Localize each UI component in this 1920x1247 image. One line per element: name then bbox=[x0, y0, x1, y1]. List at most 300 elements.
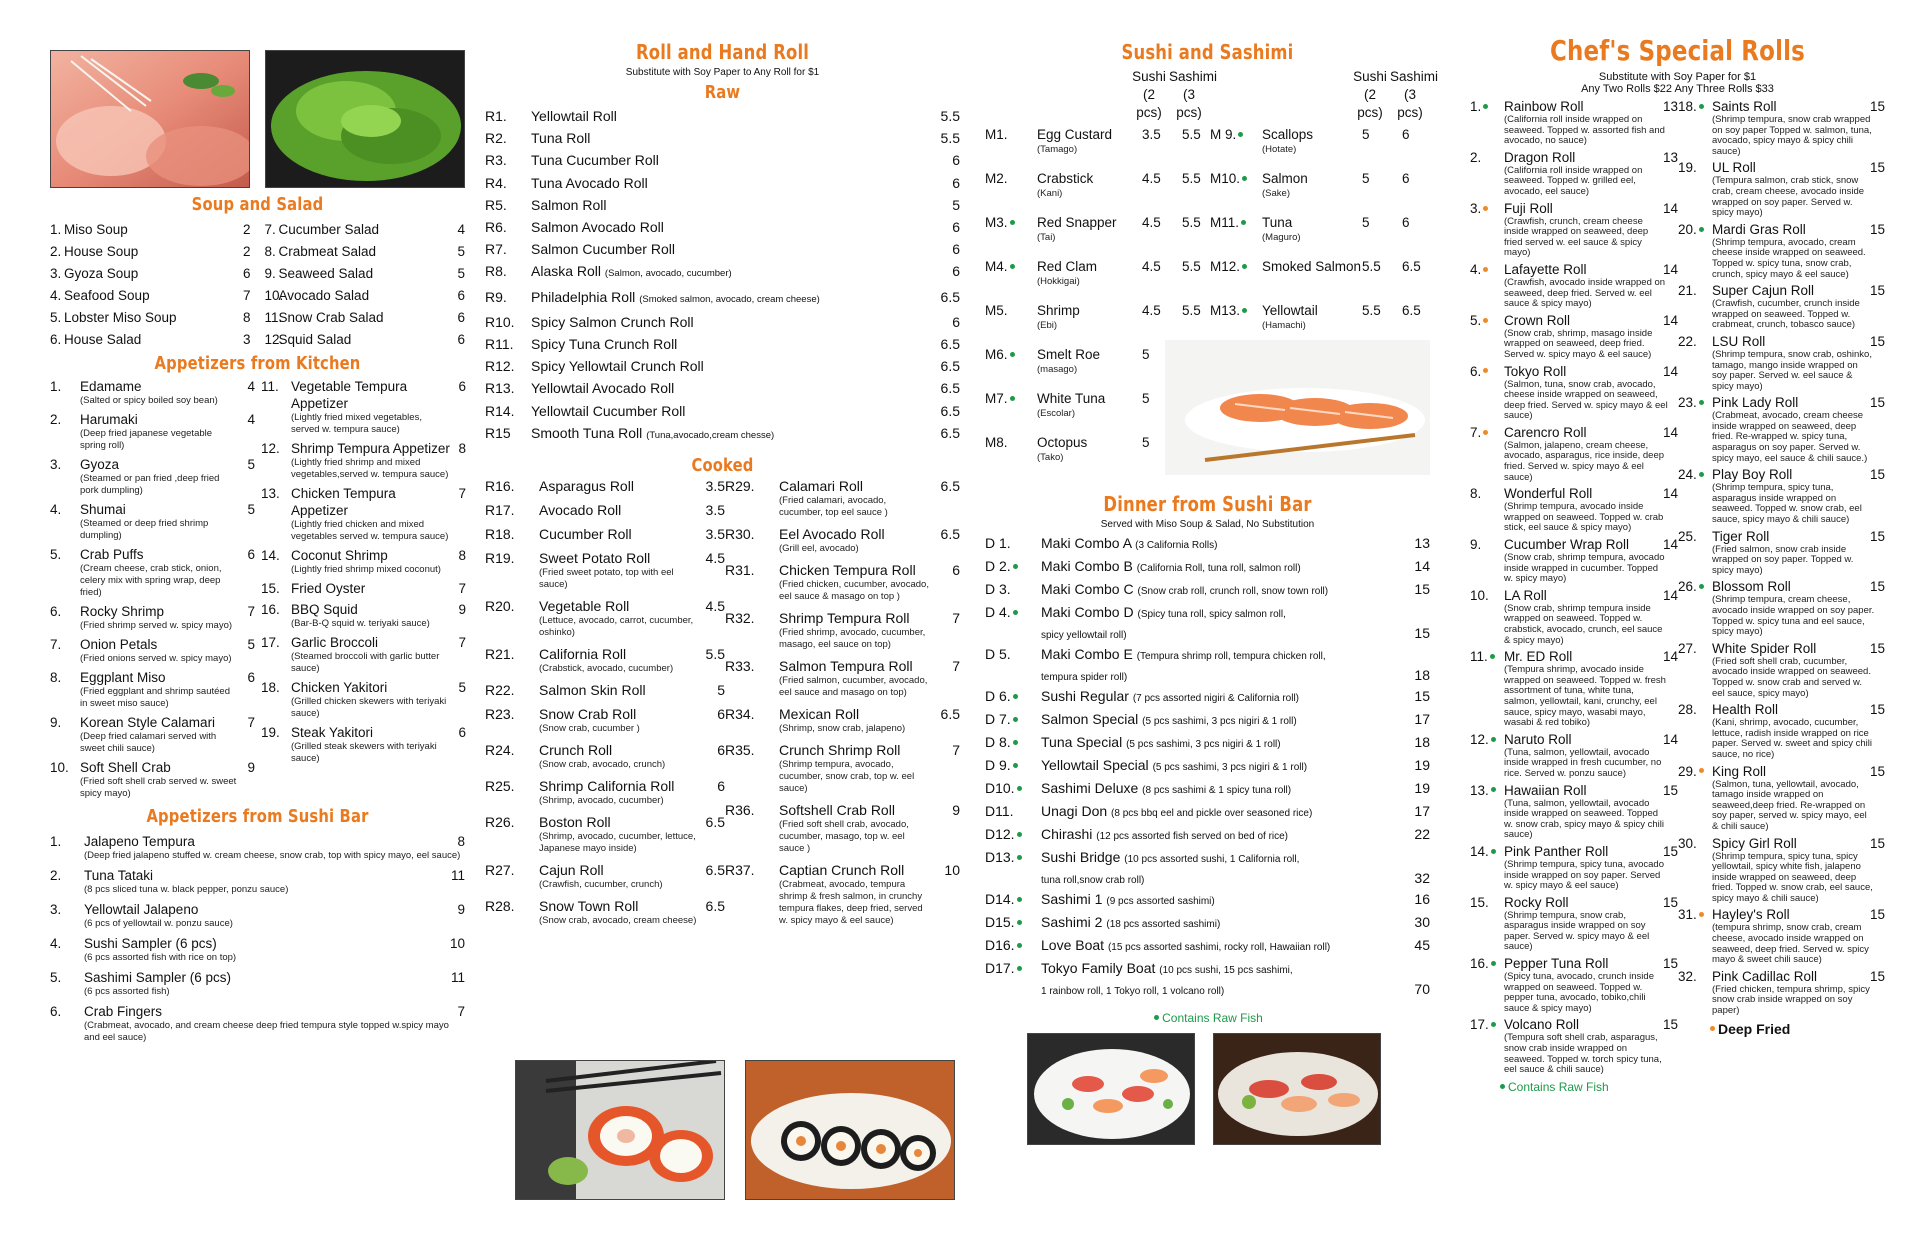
item-description: (Snow crab, shrimp, masago inside wrapped on seaweed, deep fried. Served w. spicy mayo & eel sauce) bbox=[1504, 327, 1653, 360]
item-number-text: M12. bbox=[1210, 259, 1241, 274]
item-number-text: 10. bbox=[1470, 587, 1489, 603]
item-number-text: M10. bbox=[1210, 171, 1241, 186]
item-number-text: 20. bbox=[1678, 221, 1697, 237]
item-name-text: Sushi Regular bbox=[1041, 688, 1129, 704]
item-number-text: D 3. bbox=[985, 581, 1011, 597]
menu-item bbox=[261, 378, 466, 436]
item-price: 15 bbox=[1869, 283, 1885, 299]
sashimi-photo bbox=[50, 50, 250, 188]
item-price: 11 bbox=[450, 868, 465, 883]
item-number: R29. bbox=[725, 478, 755, 495]
item-row bbox=[1210, 302, 1430, 320]
item-price: 9 bbox=[952, 802, 960, 819]
item-description: (Salmon, jalapeno, cream cheese, avocado, asparagus, rice inside, deep fried. Served w. spicy mayo & eel sauce) bbox=[1504, 439, 1665, 483]
item-price: 2 bbox=[242, 222, 251, 237]
item-japanese-name: (Kani) bbox=[1037, 188, 1063, 199]
item-row bbox=[1678, 395, 1885, 411]
item-name: Harumaki bbox=[80, 412, 138, 427]
menu-item bbox=[50, 759, 255, 800]
item-number bbox=[1470, 150, 1504, 166]
menu-item bbox=[50, 501, 255, 542]
soup-salad-heading: Soup and Salad bbox=[191, 194, 324, 215]
raw-dot-icon bbox=[1017, 786, 1022, 791]
menu-item bbox=[50, 329, 251, 351]
item-number: 4. bbox=[50, 288, 62, 303]
item-price: 3.5 bbox=[705, 502, 725, 519]
dinner-item bbox=[985, 825, 1430, 846]
chef-roll-item bbox=[1470, 732, 1678, 780]
item-name: Rainbow Roll bbox=[1504, 99, 1584, 114]
raw-roll-item bbox=[485, 400, 960, 422]
item-description: (Shrimp tempura, spicy tuna, asparagus inside wrapped on seaweed. Topped w. snow crab, eel sauce, spicy mayo & chili sauce) bbox=[1712, 482, 1862, 526]
item-price: 7 bbox=[458, 635, 466, 650]
item-row bbox=[725, 610, 960, 627]
item-name: Miso Soup bbox=[64, 222, 128, 237]
item-name: Chicken Yakitori bbox=[291, 680, 388, 695]
item-row bbox=[1210, 126, 1430, 144]
item-row bbox=[1470, 486, 1678, 502]
item-row bbox=[985, 645, 1430, 666]
sashimi-price: 6 bbox=[1402, 127, 1410, 142]
item-number bbox=[985, 913, 1041, 932]
item-number bbox=[985, 258, 1037, 276]
item-name-text: Spicy Tuna Crunch Roll bbox=[531, 336, 678, 353]
item-price: 5.5 bbox=[705, 646, 725, 663]
item-number bbox=[1210, 126, 1262, 144]
raw-dot-icon bbox=[1013, 610, 1018, 615]
item-row bbox=[985, 802, 1430, 823]
sashimi-price: 6 bbox=[1402, 215, 1410, 230]
item-name: Mardi Gras Roll bbox=[1712, 221, 1806, 237]
item-number-text: D 2. bbox=[985, 558, 1011, 574]
item-price: 13 bbox=[1662, 99, 1678, 114]
item-number bbox=[1678, 579, 1712, 595]
item-row-2 bbox=[985, 980, 1430, 999]
item-description: (Spicy tuna, avocado, crunch inside wrapped on seaweed. Topped w. pepper tuna, avocado, tobiko,chili sauce & spicy mayo) bbox=[1504, 971, 1654, 1014]
item-number-text: 2. bbox=[1470, 149, 1482, 165]
item-row bbox=[985, 825, 1430, 846]
menu-item bbox=[265, 307, 466, 329]
chef-roll-item bbox=[1678, 969, 1885, 1017]
item-price: 6 bbox=[952, 313, 960, 330]
item-name: Crabstick bbox=[1037, 171, 1094, 186]
item-contents: (8 pcs bbq eel and pickle over seasoned rice) bbox=[1111, 808, 1313, 819]
item-price: 6 bbox=[458, 725, 466, 740]
item-number-text: M3. bbox=[985, 215, 1008, 230]
raw-dot-icon bbox=[1699, 472, 1704, 477]
item-name: Snow Crab Roll bbox=[539, 706, 637, 723]
apps-sushi-heading: Appetizers from Sushi Bar bbox=[146, 806, 369, 827]
item-row bbox=[985, 687, 1430, 708]
item-price: 6 bbox=[952, 241, 960, 258]
menu-item bbox=[265, 263, 466, 285]
item-description: (Grill eel, avocado) bbox=[779, 543, 859, 555]
item-price: 8 bbox=[457, 834, 465, 849]
item-number bbox=[1210, 258, 1262, 276]
item-name: Smelt Roe bbox=[1037, 347, 1101, 362]
item-row bbox=[725, 802, 960, 819]
menu-item bbox=[265, 241, 466, 263]
item-price: 15 bbox=[1662, 894, 1678, 910]
item-name: Salmon bbox=[1262, 171, 1308, 186]
chef-roll-list bbox=[1470, 99, 1885, 1094]
item-name: Steak Yakitori bbox=[291, 725, 374, 740]
item-name-text: Yellowtail Avocado Roll bbox=[531, 380, 675, 397]
item-row bbox=[725, 742, 960, 759]
item-number: 10. bbox=[264, 288, 284, 303]
menu-item bbox=[725, 658, 960, 699]
item-price: 6 bbox=[952, 562, 960, 579]
item-number-text: 7. bbox=[1470, 424, 1482, 440]
item-price: 15 bbox=[1414, 688, 1430, 704]
item-price: 6 bbox=[457, 332, 465, 347]
item-price: 3.5 bbox=[705, 526, 725, 543]
item-name-text: Salmon Avocado Roll bbox=[531, 219, 664, 236]
item-number-text: 24. bbox=[1678, 467, 1697, 483]
item-description: (Lettuce, avocado, carrot, cucumber, oshinko) bbox=[539, 615, 694, 639]
item-contents-2: 1 rainbow roll, 1 Tokyo roll, 1 volcano roll) bbox=[1041, 986, 1225, 997]
chef-special-heading: Chef's Special Rolls bbox=[1550, 34, 1805, 67]
chef-right-items bbox=[1678, 99, 1885, 1017]
item-row bbox=[725, 862, 960, 879]
item-number: 4. bbox=[50, 936, 62, 951]
item-number bbox=[1678, 334, 1712, 350]
item-description: (Shrimp tempura, avocado inside wrapped on seaweed. Topped w. crab stick, eel sauce & spicy mayo) bbox=[1504, 501, 1664, 534]
item-price: 18 bbox=[1414, 734, 1430, 750]
menu-item bbox=[485, 814, 725, 855]
item-row bbox=[1470, 425, 1678, 441]
item-number-text: M 9. bbox=[1210, 127, 1237, 142]
menu-item bbox=[261, 580, 466, 597]
chef-roll-item bbox=[1678, 222, 1885, 280]
item-name: Yellowtail Jalapeno bbox=[84, 902, 199, 917]
item-row bbox=[985, 302, 1210, 320]
item-row bbox=[1470, 895, 1678, 911]
item-contents: (10 pcs assorted sushi, 1 California roll, bbox=[1124, 854, 1300, 865]
item-number bbox=[985, 580, 1041, 599]
menu-item bbox=[50, 241, 251, 263]
item-name-text: Unagi Don bbox=[1041, 803, 1108, 819]
sushi-price: 5 bbox=[1142, 347, 1150, 362]
item-name-text: Yellowtail Roll bbox=[531, 108, 617, 124]
chef-roll-item bbox=[1470, 486, 1678, 534]
fried-dot-icon bbox=[1483, 430, 1488, 435]
raw-roll-item bbox=[485, 127, 960, 149]
sushi-sashimi-heading: Sushi and Sashimi bbox=[1121, 40, 1294, 64]
item-number: 12. bbox=[264, 332, 284, 347]
menu-item bbox=[50, 1003, 465, 1044]
item-number: R10. bbox=[485, 313, 515, 330]
item-row bbox=[1678, 467, 1885, 483]
raw-roll-item bbox=[485, 333, 960, 355]
item-name-text: Tuna Cucumber Roll bbox=[531, 152, 659, 169]
item-row bbox=[1470, 99, 1678, 115]
item-price: 14 bbox=[1662, 424, 1678, 440]
item-number-text: M11. bbox=[1210, 215, 1240, 230]
item-name: Seafood Soup bbox=[64, 288, 150, 303]
item-row bbox=[985, 913, 1430, 934]
item-row bbox=[1678, 641, 1885, 657]
chef-roll-item bbox=[1470, 783, 1678, 841]
chef-roll-item bbox=[1678, 836, 1885, 905]
item-description: (Shrimp tempura, spicy tuna, avocado inside wrapped on soy paper. Served w. spicy mayo & eel sauce) bbox=[1504, 858, 1664, 892]
item-row bbox=[485, 502, 725, 519]
dinner-item bbox=[985, 848, 1430, 888]
item-number: R12. bbox=[485, 358, 515, 375]
item-number-text: D11. bbox=[985, 803, 1014, 819]
sushi-price: 4.5 bbox=[1142, 303, 1161, 318]
item-price: 6 bbox=[952, 152, 960, 169]
item-number bbox=[1470, 99, 1504, 115]
item-row bbox=[1678, 836, 1885, 852]
chef-roll-item bbox=[1678, 334, 1885, 392]
item-price: 6.5 bbox=[705, 862, 725, 879]
sushi-item bbox=[1210, 258, 1430, 302]
item-number: 18. bbox=[261, 680, 280, 695]
item-row bbox=[985, 710, 1430, 731]
item-number bbox=[985, 733, 1041, 752]
item-name: Smoked Salmon bbox=[1262, 259, 1362, 274]
item-number bbox=[1470, 588, 1504, 604]
menu-item bbox=[725, 742, 960, 795]
item-row bbox=[985, 580, 1430, 601]
item-row bbox=[1470, 150, 1678, 166]
item-price: 14 bbox=[1662, 731, 1678, 747]
item-row bbox=[50, 759, 255, 776]
sushi-item bbox=[1210, 214, 1430, 258]
item-price: 14 bbox=[1662, 649, 1678, 665]
item-description: (Shrimp tempura, spicy tuna, spicy yellowtail, spicy white fish, jalapeno inside wrapped on seaweed, deep fried. Topped w. snow crab, eel sauce, spicy mayo & chili sauce) bbox=[1712, 850, 1873, 904]
item-name: Dragon Roll bbox=[1504, 149, 1576, 165]
item-ingredients: (Tuna,avocado,cream chesse) bbox=[646, 429, 775, 441]
chef-roll-item bbox=[1678, 579, 1885, 637]
item-price: 22 bbox=[1414, 826, 1430, 842]
item-row bbox=[261, 679, 466, 696]
item-number bbox=[985, 603, 1041, 622]
item-row-2 bbox=[985, 869, 1430, 888]
sushi-item bbox=[985, 126, 1210, 170]
item-contents: (9 pcs assorted sashimi) bbox=[1106, 896, 1215, 907]
item-number-text: 3. bbox=[1470, 200, 1482, 216]
item-description: (Fried sweet potato, top with eel sauce) bbox=[539, 567, 674, 591]
item-name bbox=[1041, 687, 1400, 708]
item-name: Blossom Roll bbox=[1712, 579, 1791, 595]
item-name: Egg Custard bbox=[1037, 127, 1113, 142]
menu-item bbox=[485, 862, 725, 891]
menu-item bbox=[485, 502, 725, 519]
raw-dot-icon bbox=[1013, 717, 1018, 722]
item-number bbox=[1678, 160, 1712, 176]
fried-dot-icon bbox=[1710, 1026, 1715, 1031]
item-row bbox=[1678, 283, 1885, 299]
item-number: 7. bbox=[50, 637, 62, 652]
item-number-text: M13. bbox=[1210, 303, 1241, 318]
menu-item bbox=[261, 547, 466, 576]
item-number-text: 8. bbox=[1470, 486, 1482, 502]
ss-right-header: Sushi (2 pcs) Sashimi (3 pcs) bbox=[1353, 69, 1439, 120]
item-row bbox=[1470, 732, 1678, 748]
item-price: 15 bbox=[1869, 467, 1885, 483]
item-name: Naruto Roll bbox=[1504, 731, 1572, 747]
menu-item bbox=[485, 598, 725, 639]
sushi-price: 5 bbox=[1362, 215, 1370, 230]
item-number: R9. bbox=[485, 288, 507, 305]
item-name: Hayley's Roll bbox=[1712, 907, 1790, 923]
sushi-price: 5 bbox=[1142, 435, 1150, 450]
item-price: 6.5 bbox=[940, 336, 960, 353]
item-number bbox=[1470, 364, 1504, 380]
raw-dot-icon bbox=[1017, 855, 1022, 860]
item-contents: (Tempura shrimp roll, tempura chicken roll, bbox=[1136, 651, 1326, 662]
chef-roll-item bbox=[1470, 649, 1678, 729]
item-name: Rocky Roll bbox=[1504, 894, 1569, 910]
item-number-text: 11. bbox=[1470, 649, 1488, 665]
item-number: R11. bbox=[485, 336, 514, 353]
item-name: Fried Oyster bbox=[291, 581, 366, 596]
item-number-text: D 5. bbox=[985, 646, 1011, 662]
item-row bbox=[985, 848, 1430, 869]
item-number: R19. bbox=[485, 550, 515, 567]
item-row bbox=[50, 546, 255, 563]
apps-sushi-list bbox=[50, 833, 465, 1044]
item-number: R8. bbox=[485, 263, 507, 280]
raw-dot-icon bbox=[1241, 220, 1246, 225]
chef-roll-item bbox=[1470, 956, 1678, 1014]
item-number: 8. bbox=[264, 244, 276, 259]
item-name bbox=[1041, 645, 1430, 666]
item-name: Lafayette Roll bbox=[1504, 261, 1587, 277]
menu-item bbox=[265, 285, 466, 307]
menu-item bbox=[50, 901, 465, 930]
item-number: R32. bbox=[725, 610, 755, 627]
item-name: Avocado Salad bbox=[278, 288, 370, 303]
item-price: 18 bbox=[1414, 667, 1430, 683]
fried-dot-icon bbox=[1483, 267, 1488, 272]
item-price: 14 bbox=[1662, 363, 1678, 379]
item-description: (Crawfish, cucumber, crunch) bbox=[539, 879, 663, 891]
item-number bbox=[985, 936, 1041, 955]
item-name: Gyoza bbox=[80, 457, 120, 472]
sashimi-price: 5.5 bbox=[1182, 171, 1201, 186]
item-name-text: Salmon Cucumber Roll bbox=[531, 241, 675, 258]
fried-dot-icon bbox=[1699, 912, 1704, 917]
item-price: 15 bbox=[1869, 395, 1885, 411]
item-name: Tokyo Roll bbox=[1504, 363, 1567, 379]
item-price: 6.5 bbox=[940, 402, 960, 419]
item-row bbox=[261, 378, 466, 412]
raw-dot-icon bbox=[1013, 694, 1018, 699]
sashimi-price: 6.5 bbox=[1402, 259, 1421, 274]
item-row bbox=[50, 378, 255, 395]
item-number-text: 14. bbox=[1470, 843, 1489, 859]
item-name-text: Spicy Yellowtail Crunch Roll bbox=[531, 358, 704, 375]
item-number-text: 17. bbox=[1470, 1017, 1489, 1033]
item-contents: (5 pcs sashimi, 3 pcs nigiri & 1 roll) bbox=[1126, 739, 1281, 750]
dinner-item bbox=[985, 913, 1430, 934]
item-price: 6.5 bbox=[940, 358, 960, 375]
maki-plate-photo bbox=[745, 1060, 955, 1200]
item-price: 8 bbox=[242, 310, 251, 325]
menu-item bbox=[50, 935, 465, 964]
item-name bbox=[531, 422, 930, 447]
soup-salad-list bbox=[50, 219, 465, 351]
item-number bbox=[985, 170, 1037, 188]
sushi-roll-photo bbox=[515, 1060, 725, 1200]
item-description: (Fried soft shell crab, avocado, cucumber, masago, top w. eel sauce ) bbox=[779, 819, 909, 855]
item-name: House Soup bbox=[64, 244, 139, 259]
item-contents: (3 California Rolls) bbox=[1135, 540, 1218, 551]
item-name bbox=[1041, 710, 1400, 731]
item-number bbox=[1210, 302, 1262, 320]
item-number bbox=[1210, 214, 1262, 232]
item-row bbox=[1470, 313, 1678, 329]
item-name: Tiger Roll bbox=[1712, 528, 1770, 544]
apps-kitchen-list bbox=[50, 378, 465, 804]
menu-item bbox=[261, 485, 466, 543]
item-row bbox=[50, 969, 465, 986]
dinner-item bbox=[985, 603, 1430, 643]
item-price: 5 bbox=[717, 682, 725, 699]
item-price: 7 bbox=[247, 604, 255, 619]
chef-roll-item bbox=[1470, 425, 1678, 483]
item-row bbox=[50, 411, 255, 428]
item-name: Eggplant Miso bbox=[80, 670, 166, 685]
item-contents: (8 pcs sashimi & 1 spicy tuna roll) bbox=[1142, 785, 1292, 796]
chef-roll-item bbox=[1678, 702, 1885, 760]
item-description: (Tuna, salmon, yellowtail, avocado inside wrapped in fresh cucumber, no rice. Served w. ponzu sauce) bbox=[1504, 746, 1662, 779]
dinner-item bbox=[985, 710, 1430, 731]
column-2 bbox=[485, 40, 960, 934]
item-price: 14 bbox=[1662, 587, 1678, 603]
item-description: (Salted or spicy boiled soy bean) bbox=[80, 395, 218, 406]
item-number-text: 12. bbox=[1470, 731, 1489, 747]
item-name bbox=[531, 377, 930, 399]
item-price: 5 bbox=[457, 244, 465, 259]
sashimi-price: 6.5 bbox=[1402, 303, 1421, 318]
item-row bbox=[1678, 907, 1885, 923]
item-row bbox=[485, 862, 725, 879]
item-number bbox=[1678, 467, 1712, 483]
item-name-text: Yellowtail Cucumber Roll bbox=[531, 402, 686, 419]
chef-roll-item bbox=[1678, 467, 1885, 525]
item-name: Sushi Sampler (6 pcs) bbox=[84, 936, 217, 951]
item-number bbox=[1470, 537, 1504, 553]
item-description: (Tuna, salmon, yellowtail, avocado inside wrapped on seaweed. Topped w. snow crab, spicy mayo & spicy chili sauce) bbox=[1504, 797, 1664, 841]
item-number: R13. bbox=[485, 380, 515, 397]
item-name-text: Salmon Special bbox=[1041, 711, 1139, 727]
item-description: (Crabmeat, avocado, tempura shrimp & fresh salmon, in crunchy tempura flakes, deep fried, served w. spicy mayo & eel sauce) bbox=[779, 879, 923, 927]
item-number bbox=[985, 756, 1041, 775]
item-row bbox=[725, 478, 960, 495]
chef-roll-item bbox=[1470, 262, 1678, 310]
item-row-2 bbox=[985, 624, 1430, 643]
item-description: (Shrimp tempura, snow crab, asparagus inside wrapped on soy paper. Served w. spicy mayo & eel sauce) bbox=[1504, 909, 1650, 953]
item-price: 6 bbox=[458, 379, 466, 394]
item-description: (8 pcs sliced tuna w. black pepper, ponzu sauce) bbox=[84, 884, 289, 895]
item-price: 19 bbox=[1414, 780, 1430, 796]
item-number: R28. bbox=[485, 898, 515, 915]
item-price: 15 bbox=[1869, 763, 1885, 779]
item-row bbox=[50, 867, 465, 884]
item-number: 9. bbox=[264, 266, 276, 281]
item-number-text: 19. bbox=[1678, 160, 1697, 176]
raw-dot-icon bbox=[1699, 227, 1704, 232]
item-row-2 bbox=[985, 666, 1430, 685]
menu-item bbox=[50, 669, 255, 710]
chef-roll-item bbox=[1678, 907, 1885, 965]
item-name: Crab Puffs bbox=[80, 547, 144, 562]
item-row bbox=[485, 682, 725, 699]
